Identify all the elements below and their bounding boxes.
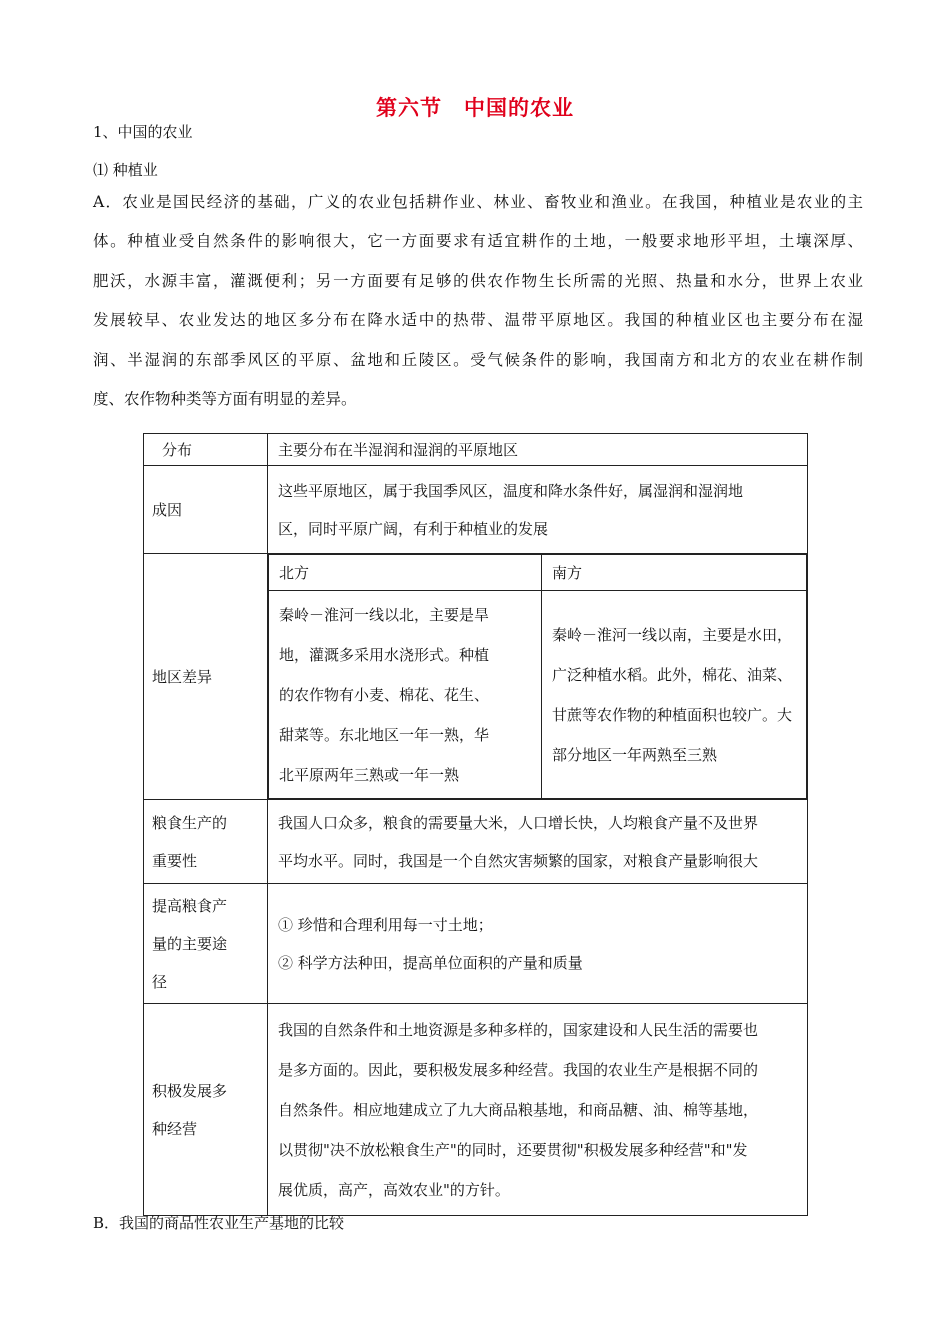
cell-line: 地，灌溉多采用水浇形式。种植 bbox=[279, 645, 490, 664]
cell-line: 我国的自然条件和土地资源是多种多样的，国家建设和人民生活的需要也 bbox=[278, 1020, 759, 1039]
row-value-grain bbox=[268, 800, 808, 884]
row-label-diverse: 积极发展多 种经营 bbox=[144, 1004, 268, 1216]
row-label-region: 地区差异 bbox=[144, 554, 268, 800]
cell-line: 自然条件。相应地建成立了九大商品粮基地，和商品糖、油、棉等基地， bbox=[278, 1100, 759, 1119]
row-label-distribution: 分布 bbox=[144, 434, 268, 466]
subsection-heading: ⑴ 种植业 bbox=[93, 161, 158, 179]
cell-line: 广泛种植水稻。此外，棉花、油菜、 bbox=[552, 665, 793, 684]
cell-line: 的农作物有小麦、棉花、花生、 bbox=[279, 685, 490, 704]
cell-line: 甜菜等。东北地区一年一熟，华 bbox=[279, 725, 490, 744]
row-label-grain: 粮食生产的 重要性 bbox=[144, 800, 268, 884]
cell-line: 以贯彻"决不放松粮食生产"的同时，还要贯彻"积极发展多种经营"和"发 bbox=[278, 1140, 748, 1159]
cell-line: 是多方面的。因此，要积极发展多种经营。我国的农业生产是根据不同的 bbox=[278, 1060, 759, 1079]
page-title: 第六节 中国的农业 bbox=[376, 96, 574, 120]
paragraph-a bbox=[93, 183, 863, 419]
paragraph-line: 肥沃，水源丰富，灌溉便利；另一方面要有足够的供农作物生长所需的光照、热量和水分，世界上农业 bbox=[93, 271, 863, 290]
agriculture-table bbox=[143, 433, 808, 1216]
row-label-ways: 提高粮食产 量的主要途 径 bbox=[144, 884, 268, 1004]
cell-line: 部分地区一年两熟至三熟 bbox=[552, 745, 718, 764]
section-b-heading: B．我国的商品性农业生产基地的比较 bbox=[93, 1214, 345, 1232]
paragraph-line: 发展较早、农业发达的地区多分布在降水适中的热带、温带平原地区。我国的种植业区也主要分布在湿 bbox=[93, 311, 863, 330]
table-row bbox=[144, 434, 808, 466]
row-value-region bbox=[268, 554, 808, 800]
paragraph-line: A．农业是国民经济的基础，广义的农业包括耕作业、林业、畜牧业和渔业。在我国，种植业是农业的主 bbox=[93, 193, 863, 211]
table-row bbox=[144, 466, 808, 554]
cell-line: ② 科学方法种田，提高单位面积的产量和质量 bbox=[278, 953, 583, 972]
north-south-subtable bbox=[268, 554, 807, 799]
cell-line: 北平原两年三熟或一年一熟 bbox=[279, 765, 460, 784]
cell-line: 甘蔗等农作物的种植面积也较广。大 bbox=[552, 705, 793, 724]
cell-line: 平均水平。同时，我国是一个自然灾害频繁的国家，对粮食产量影响很大 bbox=[278, 851, 759, 870]
paragraph-line: 润、半湿润的东部季风区的平原、盆地和丘陵区。受气候条件的影响，我国南方和北方的农业在耕作制 bbox=[93, 350, 863, 369]
cell-line: 秦岭－淮河一线以南，主要是水田， bbox=[552, 625, 793, 644]
north-description bbox=[269, 591, 542, 799]
row-value-diverse bbox=[268, 1004, 808, 1216]
row-value-cause bbox=[268, 466, 808, 554]
cell-line: 这些平原地区，属于我国季风区，温度和降水条件好，属湿润和湿润地 bbox=[278, 481, 744, 500]
table-row bbox=[144, 1004, 808, 1216]
paragraph-line: 体。种植业受自然条件的影响很大，它一方面要求有适宜耕作的土地，一般要求地形平坦，土壤深厚、 bbox=[93, 232, 863, 251]
south-header: 南方 bbox=[542, 555, 807, 591]
cell-line: 秦岭－淮河一线以北，主要是旱 bbox=[279, 605, 490, 624]
cell-line: 我国人口众多，粮食的需要量大米，人口增长快，人均粮食产量不及世界 bbox=[278, 813, 759, 832]
table-row bbox=[144, 800, 808, 884]
south-description bbox=[542, 591, 807, 799]
section-heading: 1、中国的农业 bbox=[93, 123, 193, 141]
table-row bbox=[144, 884, 808, 1004]
paragraph-line: 度、农作物种类等方面有明显的差异。 bbox=[93, 390, 357, 409]
cell-line: 展优质，高产，高效农业"的方针。 bbox=[278, 1180, 510, 1199]
row-value-ways bbox=[268, 884, 808, 1004]
table-row bbox=[144, 554, 808, 800]
cell-line: 区，同时平原广阔，有利于种植业的发展 bbox=[278, 519, 549, 538]
row-label-cause: 成因 bbox=[144, 466, 268, 554]
row-value-distribution: 主要分布在半湿润和湿润的平原地区 bbox=[268, 434, 808, 466]
north-header: 北方 bbox=[269, 555, 542, 591]
cell-line: ① 珍惜和合理利用每一寸土地； bbox=[278, 915, 493, 934]
